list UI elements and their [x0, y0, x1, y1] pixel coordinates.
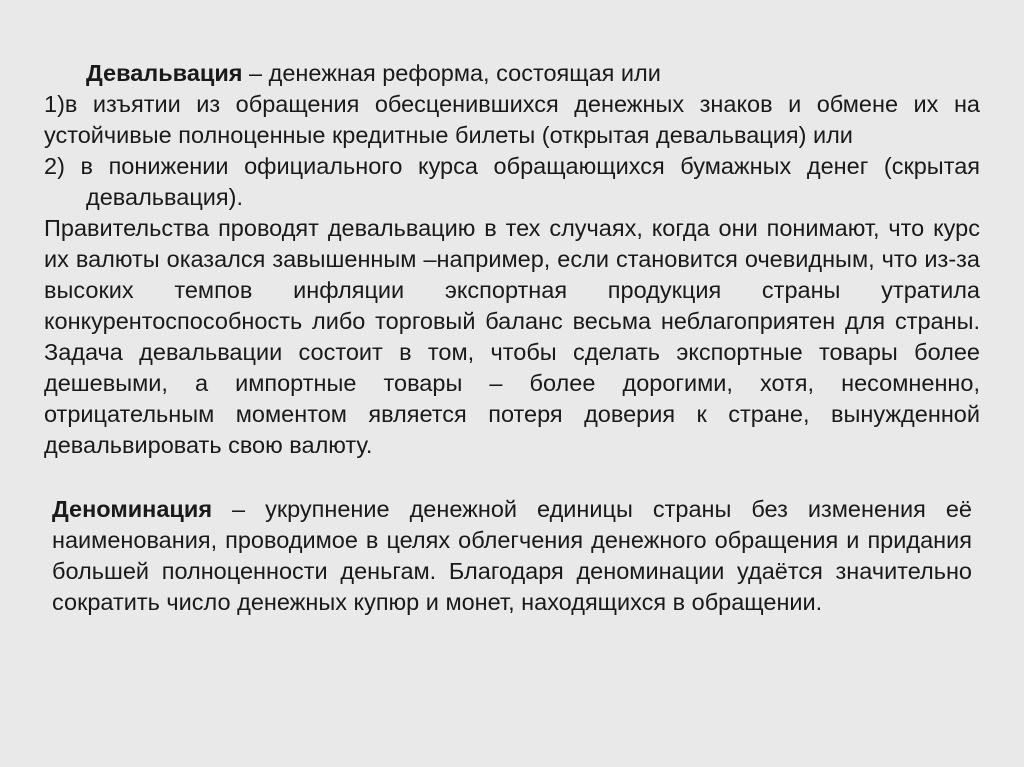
devaluation-section — [44, 58, 980, 461]
denomination-definition: – укрупнение денежной единицы страны без изменения её наименования, проводимое в целях облегчения денежного обращения и придания большей полноценности деньгам. Благодаря деноминации удаётся значительно сократить число денежных купюр и монет, находящихся в обращении. — [52, 496, 972, 615]
denomination-term: Деноминация — [52, 496, 213, 522]
devaluation-intro-text: – денежная реформа, состоящая или — [242, 60, 661, 86]
devaluation-intro — [44, 58, 980, 89]
devaluation-item-2: 2) в понижении официального курса обращающихся бумажных денег (скрытая девальвация). — [44, 153, 980, 210]
devaluation-term: Девальвация — [86, 60, 243, 86]
devaluation-item-1: 1)в изъятии из обращения обесценившихся денежных знаков и обмене их на устойчивые полноценные кредитные билеты (открытая девальвация) или — [44, 91, 980, 148]
denomination-section — [52, 494, 972, 618]
devaluation-paragraph: Правительства проводят девальвацию в тех случаях, когда они понимают, что курс их валюты оказался завышенным –например, если становится очевидным, что из-за высоких темпов инфляции экспортная продукция страны утратила конкурентоспособность либо торговый баланс весьма неблагоприятен для страны. Задача девальвации состоит в том, чтобы сделать экспортные товары более дешевыми, а импортные товары – более дорогими, хотя, несомненно, отрицательным моментом является потеря доверия к стране, вынужденной девальвировать свою валюту. — [44, 215, 980, 458]
